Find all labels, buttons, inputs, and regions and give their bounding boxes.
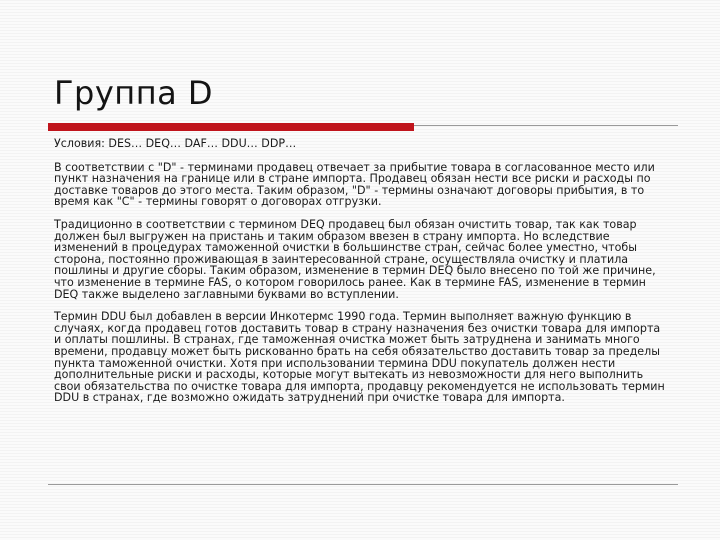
paragraph-ddu: Термин DDU был добавлен в версии Инкотермс 1990 года. Термин выполняет важную функцию в случаях, когда продавец готов доставить товар в страну назначения без очистки товара для импорта и оплаты пошлины. В странах, где таможенная очистка может быть затруднена и занимать много времени, продавцу может быть рискованно брать на себя обязательство доставить товар за пределы пункта таможенной очистки. Хотя при использовании термина DDU покупатель должен нести дополнительные риски и расходы, которые могут вытекать из невозможности для него выполнить свои обязательства по очистке товара для импорта, продавцу рекомендуется не использовать термин DDU в странах, где возможно ожидать затруднений при очистке товара для импорта.	[54, 310, 665, 405]
footer-divider	[48, 484, 678, 485]
slide-body	[54, 138, 666, 415]
paragraph-deq: Традиционно в соответствии с термином DEQ продавец был обязан очистить товар, так как товар должен был выгружен на пристань и таким образом ввезен в страну импорта. Но вследствие изменений в процедурах таможенной очистки в большинстве стран, сейчас более уместно, чтобы сторона, постоянно проживающая в заинтересованной стране, осуществляла очистку и платила пошлины и другие сборы. Таким образом, изменение в термин DEQ было внесено по той же причине, что изменение в термине FAS, о котором говорилось ранее. Как в термине FAS, изменение в термин DEQ также выделено заглавными буквами во вступлении.	[54, 217, 656, 301]
paragraph-d-terms: В соответствии с "D" - терминами продавец отвечает за прибытие товара в согласованное место или пункт назначения на границе или в стране импорта. Продавец обязан нести все риски и расходы по доставке товаров до этого места. Таким образом, "D" - термины означают договоры прибытия, в то время как "С" - термины говорят о договорах отгрузки.	[54, 160, 655, 209]
conditions-line: Условия: DES… DEQ… DAF… DDU… DDP…	[54, 137, 297, 150]
slide-title: Группа D	[54, 74, 214, 112]
accent-bar	[48, 123, 414, 131]
